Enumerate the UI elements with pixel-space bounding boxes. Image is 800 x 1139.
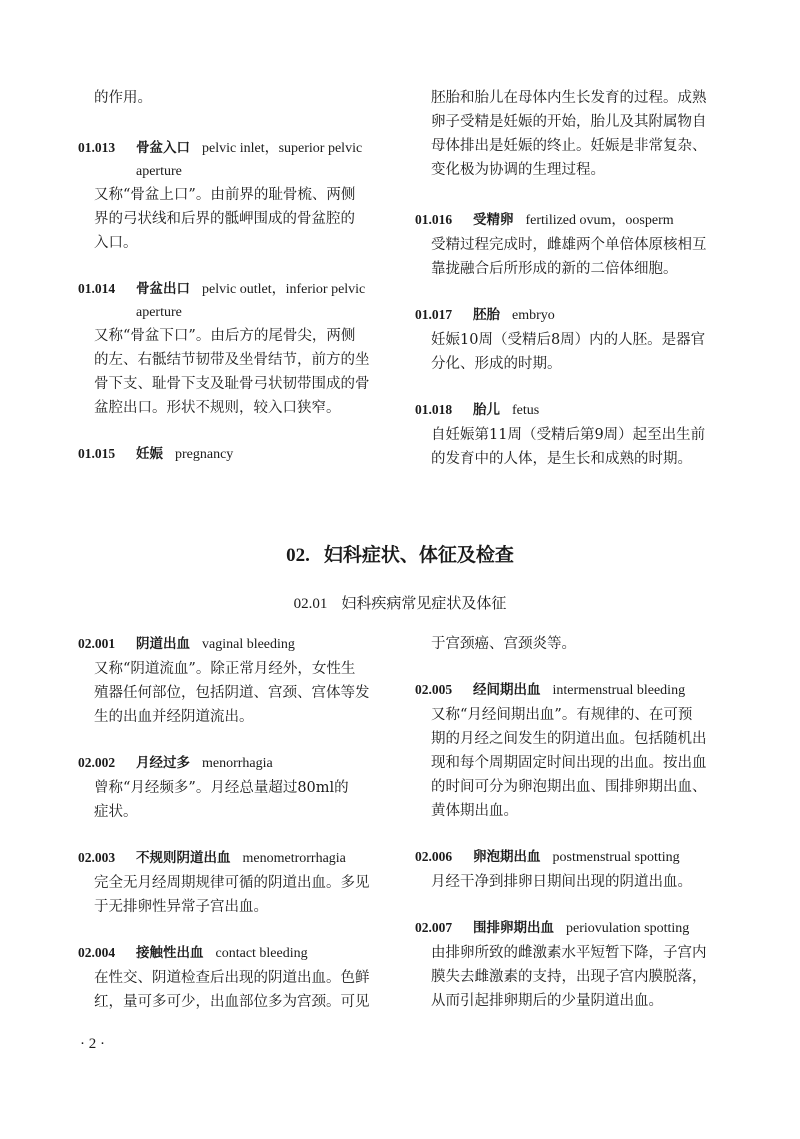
term-code: 01.013 (78, 140, 116, 155)
definition-line: 分化、形成的时期。 (431, 356, 562, 372)
definition-line: 症状。 (94, 804, 138, 820)
definition-line: 由排卵所致的雌激素水平短暂下降，子宫内 (431, 945, 707, 961)
continued-text: 胚胎和胎儿在母体内生长发育的过程。成熟 (431, 90, 707, 106)
section-title: 妇科疾病常见症状及体征 (341, 594, 507, 612)
term-entry-02-006 (415, 845, 721, 894)
term-heading (415, 208, 721, 233)
term-english: periovulation spotting (566, 921, 690, 936)
term-code: 02.002 (78, 755, 116, 770)
definition-line: 自妊娠第11周（受精后第9周）起至出生前 (431, 427, 706, 443)
definition-line: 的发育中的人体，是生长和成熟的时期。 (431, 451, 692, 467)
definition-line: 膜失去雌激素的支持，出现子宫内膜脱落， (431, 969, 707, 985)
term-english: pregnancy (175, 447, 234, 462)
term-english: pelvic inlet，superior pelvic (202, 141, 363, 156)
definition-line: 妊娠10周（受精后8周）内的人胚。是器官 (431, 332, 706, 348)
chapter-heading (0, 540, 800, 567)
term-chinese: 骨盆入口 (136, 140, 190, 156)
term-chinese: 月经过多 (136, 755, 190, 771)
term-heading (78, 442, 384, 467)
term-chinese: 围排卵期出血 (473, 920, 554, 936)
term-code: 02.004 (78, 945, 116, 960)
term-chinese: 骨盆出口 (136, 281, 190, 297)
definition-line: 的时间可分为卵泡期出血、围排卵期出血、 (431, 779, 707, 795)
term-heading (415, 303, 721, 328)
term-english-continued: aperture (136, 164, 182, 179)
definition-line: 殖器任何部位，包括阴道、宫颈、宫体等发 (94, 685, 370, 701)
term-entry-01-017 (415, 303, 721, 376)
definition-line: 又称“月经间期出血”。有规律的、在可预 (431, 707, 693, 723)
term-entry-02-002 (78, 751, 384, 824)
term-code: 01.014 (78, 281, 116, 296)
term-chinese: 胎儿 (473, 402, 500, 418)
top-right-column (415, 86, 721, 471)
continued-text: 母体排出是妊娠的终止。妊娠是非常复杂、 (431, 138, 707, 154)
definition-line: 红，量可多可少，出血部位多为宫颈。可见 (94, 994, 370, 1010)
continued-text: 的作用。 (94, 90, 152, 106)
term-entry-02-007 (415, 916, 721, 1013)
term-heading (78, 941, 384, 966)
section-heading (0, 592, 800, 613)
term-code: 02.006 (415, 849, 453, 864)
term-heading (78, 846, 384, 871)
definition-line: 曾称“月经频多”。月经总量超过80ml的 (94, 780, 349, 796)
term-heading (78, 277, 384, 302)
definition-line: 完全无月经周期规律可循的阴道出血。多见 (94, 875, 370, 891)
definition-line: 靠拢融合后所形成的新的二倍体细胞。 (431, 261, 678, 277)
definition-line: 界的弓状线和后界的骶岬围成的骨盆腔的 (94, 211, 355, 227)
term-entry-02-004 (78, 941, 384, 1014)
term-code: 01.018 (415, 402, 453, 417)
term-entry-02-001 (78, 632, 384, 729)
term-english: pelvic outlet，inferior pelvic (202, 282, 366, 297)
definition-line: 又称“骨盆上口”。由前界的耻骨梳、两侧 (94, 187, 356, 203)
term-entry-02-005 (415, 678, 721, 823)
term-code: 02.001 (78, 636, 116, 651)
term-chinese: 接触性出血 (136, 945, 204, 961)
continued-text: 卵子受精是妊娠的开始，胎儿及其附属物自 (431, 114, 707, 130)
definition-line: 期的月经之间发生的阴道出血。包括随机出 (431, 731, 707, 747)
term-heading (78, 632, 384, 657)
definition-line: 月经干净到排卵日期间出现的阴道出血。 (431, 874, 692, 890)
term-code: 02.005 (415, 682, 453, 697)
bottom-left-column (78, 632, 384, 1014)
continued-text: 于宫颈癌、宫颈炎等。 (431, 636, 576, 652)
section-number: 02.01 (293, 596, 328, 612)
term-heading (78, 136, 384, 161)
term-chinese: 妊娠 (136, 446, 163, 462)
chapter-title: 妇科症状、体征及检查 (323, 544, 514, 566)
term-code: 01.015 (78, 446, 116, 461)
term-chinese: 受精卵 (473, 212, 514, 228)
definition-line: 于无排卵性异常子宫出血。 (94, 899, 268, 915)
term-english: contact bleeding (215, 946, 308, 961)
definition-line: 骨下支、耻骨下支及耻骨弓状韧带围成的骨 (94, 376, 370, 392)
definition-line: 黄体期出血。 (431, 803, 518, 819)
term-english: vaginal bleeding (202, 637, 295, 652)
term-code: 02.007 (415, 920, 453, 935)
term-english: postmenstrual spotting (552, 850, 680, 865)
term-heading (78, 751, 384, 776)
definition-line: 又称“阴道流血”。除正常月经外，女性生 (94, 661, 356, 677)
top-left-column (78, 86, 384, 467)
term-entry-01-016 (415, 208, 721, 281)
chapter-number: 02. (286, 545, 310, 566)
definition-line: 的左、右骶结节韧带及坐骨结节，前方的坐 (94, 352, 370, 368)
definition-line: 生的出血并经阴道流出。 (94, 709, 254, 725)
term-chinese: 阴道出血 (136, 636, 190, 652)
term-english: menorrhagia (202, 756, 273, 771)
term-english: fertilized ovum，oosperm (525, 213, 674, 228)
term-english: embryo (512, 308, 555, 323)
term-heading (415, 845, 721, 870)
term-entry-01-018 (415, 398, 721, 471)
term-code: 02.003 (78, 850, 116, 865)
term-heading (415, 916, 721, 941)
definition-line: 入口。 (94, 235, 138, 251)
term-entry-02-003 (78, 846, 384, 919)
term-heading (415, 398, 721, 423)
definition-line: 从而引起排卵期后的少量阴道出血。 (431, 993, 663, 1009)
term-chinese: 胚胎 (473, 307, 500, 323)
definition-line: 盆腔出口。形状不规则，较入口狭窄。 (94, 400, 341, 416)
term-entry-01-014 (78, 277, 384, 420)
term-code: 01.017 (415, 307, 453, 322)
term-heading (415, 678, 721, 703)
term-code: 01.016 (415, 212, 453, 227)
term-english: intermenstrual bleeding (552, 683, 686, 698)
term-english-continued: aperture (136, 305, 182, 320)
term-entry-01-015 (78, 442, 384, 467)
page-number: · 2 · (80, 1036, 105, 1052)
definition-line: 又称“骨盆下口”。由后方的尾骨尖，两侧 (94, 328, 356, 344)
definition-line: 在性交、阴道检查后出现的阴道出血。色鲜 (94, 970, 370, 986)
definition-line: 受精过程完成时，雌雄两个单倍体原核相互 (431, 237, 707, 253)
term-entry-01-013 (78, 136, 384, 255)
term-chinese: 不规则阴道出血 (136, 850, 231, 866)
bottom-right-column (415, 632, 721, 1013)
term-english: fetus (512, 403, 540, 418)
term-chinese: 卵泡期出血 (473, 849, 541, 865)
definition-line: 现和每个周期固定时间出现的出血。按出血 (431, 755, 707, 771)
term-chinese: 经间期出血 (473, 682, 541, 698)
continued-text: 变化极为协调的生理过程。 (431, 162, 605, 178)
term-english: menometrorrhagia (242, 851, 346, 866)
